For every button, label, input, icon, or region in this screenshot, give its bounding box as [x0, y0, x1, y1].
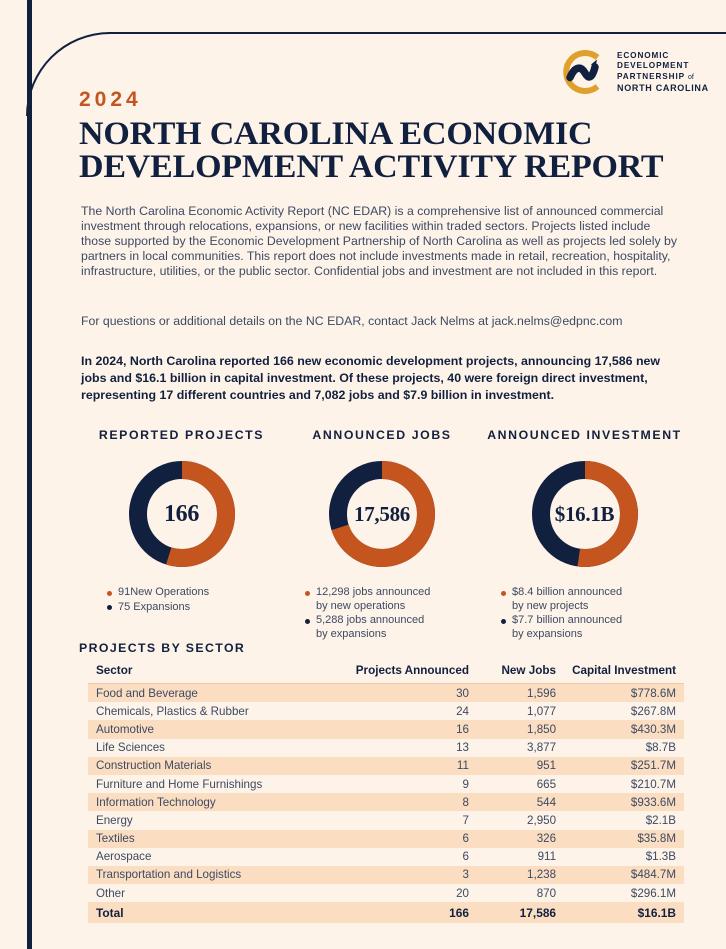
kpi-reported-projects — [79, 428, 284, 642]
cell-projects: 9 — [462, 777, 469, 791]
legend-dot-icon — [107, 605, 112, 610]
kpi-announced-jobs — [284, 428, 480, 642]
kpi-heading-announced-investment: ANNOUNCED INVESTMENT — [487, 428, 682, 442]
cell-sector: Construction Materials — [88, 757, 347, 775]
cell-sector: Food and Beverage — [88, 684, 347, 703]
kpi-heading-announced-jobs: ANNOUNCED JOBS — [312, 428, 452, 442]
legend-item — [501, 586, 689, 613]
cell-projects: 13 — [456, 741, 469, 755]
table-row — [88, 720, 684, 738]
cell-investment: $251.7M — [564, 757, 684, 775]
logo-line-2: DEVELOPMENT — [617, 61, 690, 70]
cell-sector: Information Technology — [88, 793, 347, 811]
cell-projects: 20 — [456, 886, 469, 900]
donut-chart-reported-projects — [126, 458, 238, 570]
donut-chart-announced-investment — [529, 458, 641, 570]
cell-sector: Energy — [96, 813, 133, 827]
cell-sector: Automotive — [88, 720, 347, 738]
table-header-row — [88, 661, 684, 684]
section-title-projects-by-sector: PROJECTS BY SECTOR — [79, 641, 246, 655]
legend-sublabel: by expansions — [512, 627, 583, 640]
column-header-investment: Capital Investment — [564, 661, 684, 684]
donut-center-value-announced-jobs: 17,586 — [354, 501, 410, 526]
cell-new-jobs: 1,077 — [527, 704, 557, 718]
cell-investment: $35.8M — [564, 830, 684, 848]
legend-item — [107, 601, 284, 615]
cell-projects: 11 — [347, 757, 477, 775]
cell-new-jobs: 544 — [477, 793, 564, 811]
cell-new-jobs: 326 — [477, 830, 564, 848]
legend-dot-icon — [305, 591, 310, 596]
cell-new-jobs: 1,238 — [477, 866, 564, 884]
cell-projects: 7 — [462, 813, 469, 827]
intro-paragraph: The North Carolina Economic Activity Report (NC EDAR) is a comprehensive list of announced commercial investment through relocations, expansions, or new facilities within traded sectors. Projects listed include those supported by the Economic Development Partnership of North Carolina as well as projects led solely by partners in local communities. This report does not include investments made in retail, recreation, hospitality, infrastructure, utilities, or the public sector. Confidential jobs and investment are not included in this report. — [81, 204, 678, 279]
cell-investment: $267.8M — [630, 704, 676, 718]
cell-new-jobs: 3,877 — [527, 741, 557, 755]
cell-projects: 16 — [347, 720, 477, 738]
legend-sublabel: by expansions — [316, 627, 387, 640]
table-row — [88, 684, 684, 703]
legend-dot-icon — [107, 591, 112, 596]
cell-sector: Furniture and Home Furnishings — [96, 777, 263, 791]
kpi-announced-investment — [480, 428, 689, 642]
cell-projects: 6 — [347, 830, 477, 848]
legend-label: $7.7 billion announced — [512, 614, 623, 627]
cell-new-jobs: 1,596 — [477, 684, 564, 703]
logo-line-3-suffix: of — [688, 73, 694, 81]
table-row — [88, 884, 684, 902]
legend-reported-projects — [79, 586, 284, 614]
legend-label: 91New Operations — [118, 586, 210, 598]
cell-investment: $430.3M — [564, 720, 684, 738]
report-year: 2024 — [79, 88, 142, 111]
table-row — [88, 811, 684, 829]
legend-item — [305, 586, 480, 613]
cell-new-jobs: 911 — [537, 850, 557, 864]
left-accent-bar — [27, 0, 32, 949]
legend-dot-icon — [305, 619, 310, 624]
donut-chart-announced-jobs — [326, 458, 438, 570]
legend-label: 75 Expansions — [118, 600, 191, 613]
cell-sector: Total — [88, 902, 347, 923]
top-rule-decoration — [108, 32, 726, 34]
cell-sector: Other — [96, 886, 125, 900]
page-title: NORTH CAROLINA ECONOMIC DEVELOPMENT ACTIVITY REPORT — [79, 116, 664, 185]
cell-new-jobs: 870 — [536, 886, 557, 900]
cell-new-jobs: 2,950 — [527, 813, 557, 827]
cell-investment: $1.3B — [645, 850, 676, 864]
cell-investment: $210.7M — [630, 777, 676, 791]
cell-investment: $16.1B — [564, 902, 684, 923]
cell-investment: $933.6M — [564, 793, 684, 811]
legend-item — [305, 614, 480, 641]
legend-label: 12,298 jobs announced — [316, 586, 431, 598]
cell-investment: $296.1M — [630, 886, 676, 900]
logo-line-3: PARTNERSHIP of — [617, 71, 694, 81]
table-row — [88, 866, 684, 884]
cell-sector: Life Sciences — [96, 741, 165, 755]
cell-projects: 3 — [347, 866, 477, 884]
cell-sector: Chemicals, Plastics & Rubber — [96, 704, 249, 718]
cell-new-jobs: 951 — [477, 757, 564, 775]
legend-sublabel: by new operations — [316, 599, 406, 612]
cell-investment: $2.1B — [645, 813, 676, 827]
cell-sector: Transportation and Logistics — [88, 866, 347, 884]
table-row — [88, 793, 684, 811]
table-body — [88, 684, 684, 924]
legend-label: $8.4 billion announced — [512, 586, 623, 598]
legend-announced-jobs — [284, 586, 480, 641]
kpi-heading-reported-projects: REPORTED PROJECTS — [98, 428, 265, 442]
cell-investment: $778.6M — [564, 684, 684, 703]
cell-projects: 24 — [456, 704, 469, 718]
legend-label: 5,288 jobs announced — [316, 614, 425, 627]
cell-new-jobs: 665 — [536, 777, 557, 791]
cell-investment: $8.7B — [645, 741, 676, 755]
table-total-row — [88, 902, 684, 923]
column-header-new-jobs: New Jobs — [477, 661, 564, 684]
table-row — [88, 757, 684, 775]
legend-item — [107, 586, 284, 600]
cell-projects: 166 — [347, 902, 477, 923]
donut-center-value-announced-investment: $16.1B — [554, 501, 615, 526]
column-header-sector: Sector — [88, 661, 347, 684]
summary-paragraph: In 2024, North Carolina reported 166 new economic development projects, announcing 17,586 new jobs and $16.1 billion in capital investment. Of these projects, 40 were foreign direct investment, representing 17 different countries and 7,082 jobs and $7.9 billion in investment. — [81, 354, 661, 402]
cell-new-jobs: 17,586 — [477, 902, 564, 923]
table-row — [88, 830, 684, 848]
logo-line-1: ECONOMIC — [617, 50, 670, 60]
column-header-projects: Projects Announced — [347, 661, 477, 684]
kpi-donut-row — [79, 428, 689, 642]
cell-sector: Aerospace — [96, 850, 152, 864]
table-row — [88, 848, 684, 866]
logo-line-4: NORTH CAROLINA — [617, 83, 709, 93]
cell-projects: 6 — [462, 850, 469, 864]
projects-by-sector-table — [88, 661, 684, 923]
cell-sector: Textiles — [88, 830, 347, 848]
contact-line: For questions or additional details on the NC EDAR, contact Jack Nelms at jack.nelms@edpnc.com — [81, 314, 623, 328]
cell-projects: 8 — [347, 793, 477, 811]
edpnc-logo-wordmark — [617, 51, 709, 94]
edpnc-logo — [556, 46, 709, 98]
table-row — [88, 702, 684, 720]
legend-dot-icon — [501, 591, 506, 596]
cell-projects: 30 — [347, 684, 477, 703]
legend-sublabel: by new projects — [512, 599, 589, 612]
legend-dot-icon — [501, 619, 506, 624]
legend-announced-investment — [480, 586, 689, 641]
cell-new-jobs: 1,850 — [477, 720, 564, 738]
table-row — [88, 775, 684, 793]
donut-center-value-reported-projects: 166 — [163, 500, 200, 527]
table-row — [88, 739, 684, 757]
edpnc-logo-mark — [556, 46, 608, 98]
legend-item — [501, 614, 689, 641]
cell-investment: $484.7M — [564, 866, 684, 884]
